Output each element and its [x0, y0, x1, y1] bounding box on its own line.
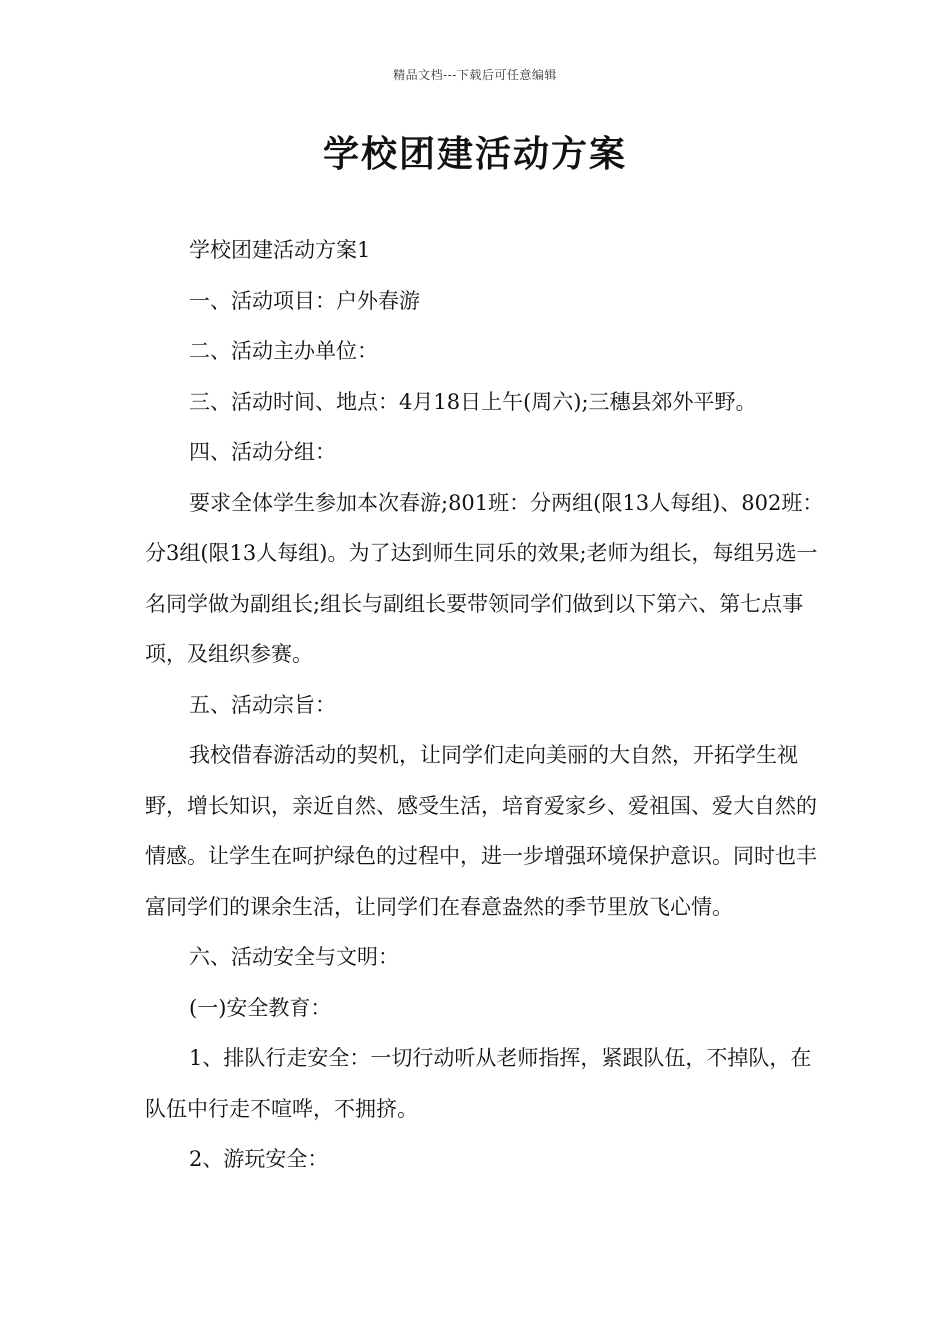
paragraph-safety-education: (一)安全教育： [189, 995, 332, 1020]
paragraph-subtitle: 学校团建活动方案1 [189, 238, 371, 262]
document-body [145, 225, 825, 1185]
paragraph-grouping-heading: 四、活动分组： [189, 440, 336, 464]
paragraph-queue-safety: 1、排队行走安全：一切行动听从老师指挥，紧跟队伍，不掉队，在队伍中行走不喧哗，不拥挤。 [145, 1046, 812, 1121]
paragraph-safety-heading: 六、活动安全与文明： [189, 945, 399, 969]
paragraph-purpose-heading: 五、活动宗旨： [189, 692, 336, 717]
document-title: 学校团建活动方案 [322, 133, 627, 175]
paragraph-activity-item: 一、活动项目：户外春游 [189, 288, 420, 313]
paragraph-grouping-detail: 要求全体学生参加本次春游;801班：分两组(限13人每组)、802班：分3组(限13人每组)。为了达到师生同乐的效果;老师为组长，每组另选一名同学做为副组长;组长与副组长要带领同学们做到以下第六、第七点事项，及组织参赛。 [145, 490, 824, 666]
page-header-note: 精品文档---下载后可任意编辑 [393, 68, 557, 82]
paragraph-organizer: 二、活动主办单位： [189, 339, 378, 363]
paragraph-play-safety: 2、游玩安全： [189, 1147, 329, 1171]
paragraph-purpose-detail: 我校借春游活动的契机，让同学们走向美丽的大自然，开拓学生视野，增长知识，亲近自然、感受生活，培育爱家乡、爱祖国、爱大自然的情感。让学生在呵护绿色的过程中，进一步增强环境保护意识。同时也丰富同学们的课余生活，让同学们在春意盎然的季节里放飞心情。 [145, 743, 817, 919]
paragraph-time-place: 三、活动时间、地点：4月18日上午(周六);三穗县郊外平野。 [189, 389, 757, 414]
